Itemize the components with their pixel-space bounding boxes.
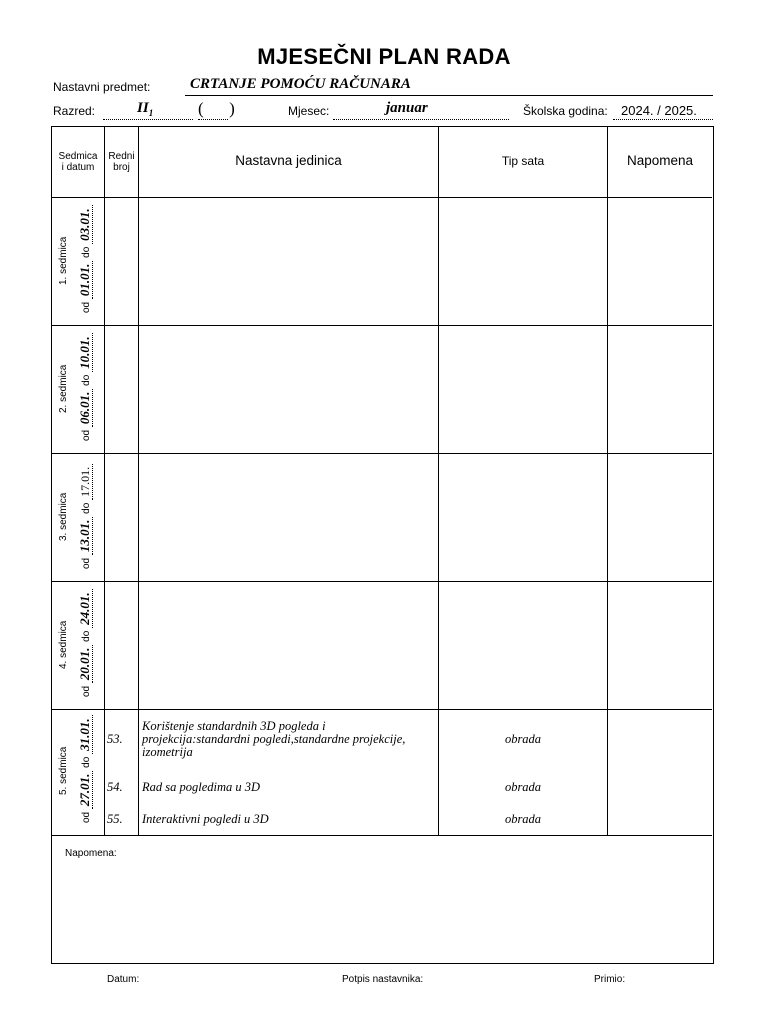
week-range: od 20.01. do 24.01. bbox=[77, 589, 93, 697]
table-notes-divider bbox=[52, 835, 712, 836]
month-underline bbox=[333, 119, 509, 120]
month-value: januar bbox=[386, 100, 428, 116]
year-value: 2024. / 2025. bbox=[621, 103, 697, 118]
subject-underline bbox=[185, 95, 713, 96]
subject-label: Nastavni predmet: bbox=[53, 80, 151, 94]
lesson-55-unit: Interaktivni pogledi u 3D bbox=[142, 812, 269, 826]
notes-label: Napomena: bbox=[65, 848, 117, 859]
month-label: Mjesec: bbox=[288, 104, 330, 118]
week-label: 2. sedmica bbox=[58, 364, 69, 413]
week-range: od 27.01. do 31.01. bbox=[77, 715, 93, 823]
col-header-unit: Nastavna jedinica bbox=[235, 153, 342, 168]
year-underline bbox=[613, 119, 713, 120]
col-divider-week bbox=[104, 127, 105, 835]
col-header-type: Tip sata bbox=[501, 154, 545, 168]
col-header-note: Napomena bbox=[626, 153, 694, 168]
week-divider-1 bbox=[52, 325, 712, 326]
week-divider-2 bbox=[52, 453, 712, 454]
week-divider-3 bbox=[52, 581, 712, 582]
lesson-54-number: 54. bbox=[107, 780, 123, 794]
footer-received-label: Primio: bbox=[594, 974, 626, 985]
header-row-divider bbox=[52, 197, 712, 198]
week-range: od 06.01. do 10.01. bbox=[77, 333, 93, 441]
col-divider-type bbox=[607, 127, 608, 835]
class-underline bbox=[103, 119, 193, 120]
col-header-num: Redni broj bbox=[108, 151, 135, 173]
plan-table bbox=[51, 126, 714, 964]
col-divider-num bbox=[138, 127, 139, 835]
lesson-54-unit: Rad sa pogledima u 3D bbox=[142, 780, 261, 794]
week-range: od 01.01. do 03.01. bbox=[77, 205, 93, 313]
subject-value: CRTANJE POMOĆU RAČUNARA bbox=[190, 76, 411, 92]
page-title: MJESEČNI PLAN RADA bbox=[257, 44, 511, 69]
lesson-53-number: 53. bbox=[107, 732, 123, 746]
week-label: 1. sedmica bbox=[58, 236, 69, 285]
class-label: Razred: bbox=[53, 104, 96, 118]
week-range: od 13.01. do 17.01. bbox=[77, 464, 93, 569]
col-header-week: Sedmica i datum bbox=[58, 151, 98, 173]
week-divider-4 bbox=[52, 709, 712, 710]
week-label: 4. sedmica bbox=[58, 620, 69, 669]
lesson-55-number: 55. bbox=[107, 812, 123, 826]
class-value: $II_1$ bbox=[137, 100, 154, 118]
year-label: Školska godina: bbox=[523, 104, 608, 118]
lesson-53-unit: Korištenje standardnih 3D pogleda i projekcija:standardni pogledi,standardne projekcije, izometrija bbox=[142, 719, 406, 759]
lesson-55-type: obrada bbox=[504, 812, 542, 826]
week-label: 5. sedmica bbox=[58, 746, 69, 795]
footer-signature-label: Potpis nastavnika: bbox=[342, 974, 424, 985]
paren-underline bbox=[198, 119, 228, 120]
class-paren: ( ) bbox=[198, 99, 235, 118]
lesson-53-type: obrada bbox=[504, 732, 542, 746]
lesson-54-type: obrada bbox=[504, 780, 542, 794]
week-label: 3. sedmica bbox=[58, 492, 69, 541]
col-divider-unit bbox=[438, 127, 439, 835]
footer-date-label: Datum: bbox=[107, 974, 140, 985]
